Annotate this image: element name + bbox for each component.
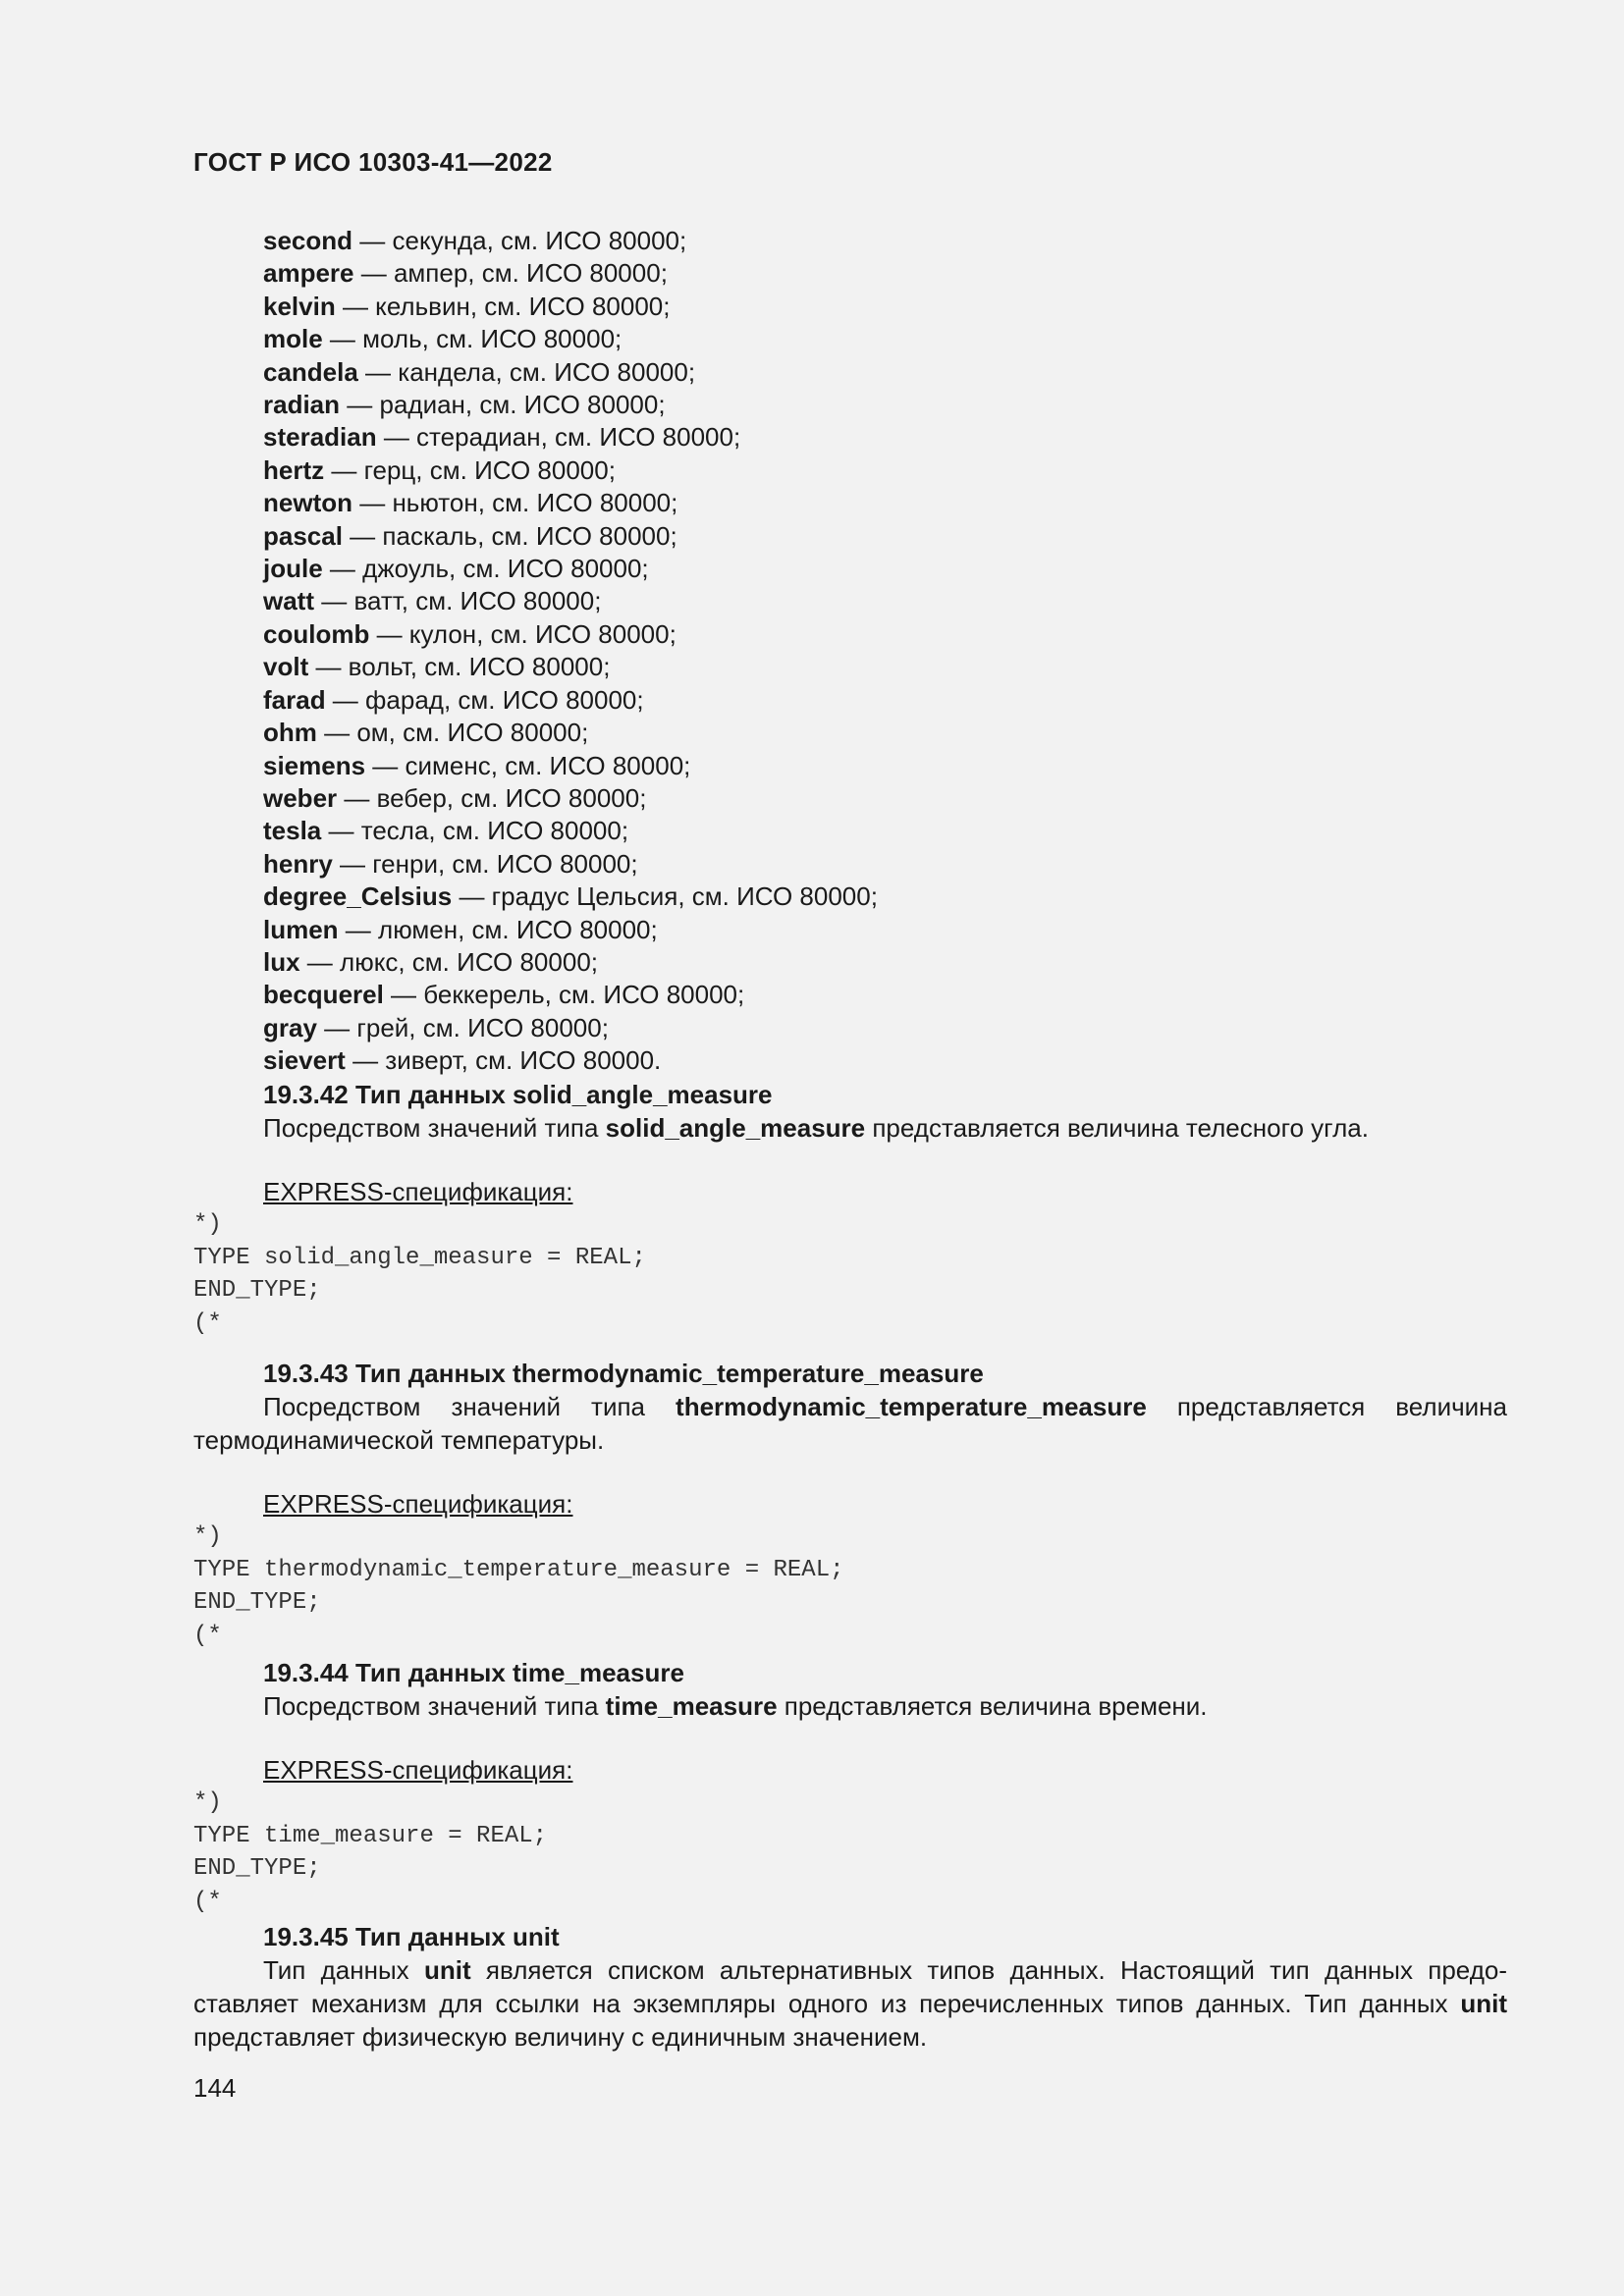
unit-name: mole bbox=[263, 324, 323, 354]
unit-name: steradian bbox=[263, 422, 377, 453]
unit-item bbox=[263, 717, 878, 749]
unit-name: ohm bbox=[263, 718, 317, 748]
code-line: (* bbox=[193, 1622, 222, 1649]
si-unit-list bbox=[263, 225, 878, 1078]
unit-description: — ом, см. ИСО 80000; bbox=[316, 718, 589, 748]
type-name: solid_angle_measure bbox=[605, 1113, 866, 1143]
type-name: unit bbox=[1460, 1989, 1507, 2018]
page-number: 144 bbox=[193, 2073, 237, 2103]
paragraph-text: представляется величина телесного угла. bbox=[865, 1113, 1369, 1143]
unit-name: hertz bbox=[263, 454, 325, 485]
paragraph-text: Тип данных bbox=[263, 1955, 424, 1985]
unit-description: — люкс, см. ИСО 80000; bbox=[299, 946, 598, 977]
code-line: (* bbox=[193, 1309, 222, 1337]
unit-item bbox=[263, 848, 878, 881]
unit-description: — радиан, см. ИСО 80000; bbox=[340, 390, 666, 420]
unit-item bbox=[263, 291, 878, 323]
unit-description: — градус Цельсия, см. ИСО 80000; bbox=[452, 881, 878, 912]
unit-name: degree_Celsius bbox=[263, 881, 453, 912]
unit-item bbox=[263, 914, 878, 946]
unit-name: radian bbox=[263, 390, 341, 420]
unit-item bbox=[263, 487, 878, 519]
unit-description: — люмен, см. ИСО 80000; bbox=[338, 914, 658, 944]
unit-name: sievert bbox=[263, 1045, 346, 1076]
unit-name: newton bbox=[263, 488, 352, 518]
unit-name: lumen bbox=[263, 914, 339, 944]
code-line: END_TYPE; bbox=[193, 1589, 321, 1616]
section-paragraph bbox=[193, 1111, 1507, 1145]
unit-item bbox=[263, 618, 878, 651]
unit-item bbox=[263, 421, 878, 454]
type-name: time_measure bbox=[605, 1691, 778, 1721]
section-paragraph bbox=[193, 1689, 1507, 1723]
code-line: TYPE thermodynamic_temperature_measure = REAL; bbox=[193, 1556, 844, 1583]
paragraph-text: Посредством значений типа bbox=[263, 1113, 606, 1143]
unit-description: — ньютон, см. ИСО 80000; bbox=[352, 488, 678, 518]
section-heading: 19.3.42 Тип данных solid_angle_measure bbox=[263, 1080, 773, 1109]
paragraph-text: представляется величина термодинамической температуры. bbox=[193, 1392, 1507, 1455]
unit-item bbox=[263, 585, 878, 617]
section-19-3-45 bbox=[193, 1920, 1507, 2054]
unit-item bbox=[263, 946, 878, 979]
unit-item bbox=[263, 881, 878, 913]
unit-name: candela bbox=[263, 356, 358, 387]
unit-item bbox=[263, 979, 878, 1011]
unit-name: gray bbox=[263, 1012, 317, 1042]
section-heading: 19.3.45 Тип данных unit bbox=[263, 1922, 560, 1951]
unit-name: farad bbox=[263, 684, 326, 715]
unit-item bbox=[263, 1044, 878, 1077]
unit-item bbox=[263, 1012, 878, 1044]
code-line: END_TYPE; bbox=[193, 1855, 321, 1882]
section-heading: 19.3.43 Тип данных thermodynamic_temperature_measure bbox=[263, 1359, 984, 1388]
unit-item bbox=[263, 257, 878, 290]
express-spec-label: EXPRESS-спецификация: bbox=[263, 1489, 573, 1519]
section-heading: 19.3.44 Тип данных time_measure bbox=[263, 1658, 684, 1687]
paragraph-text: Посредством значений типа bbox=[263, 1392, 677, 1421]
code-line: END_TYPE; bbox=[193, 1277, 321, 1304]
unit-name: tesla bbox=[263, 816, 322, 846]
express-spec-label: EXPRESS-спецификация: bbox=[263, 1177, 573, 1206]
unit-name: lux bbox=[263, 946, 300, 977]
express-spec-label: EXPRESS-спецификация: bbox=[263, 1755, 573, 1785]
unit-name: coulomb bbox=[263, 618, 370, 649]
unit-description: — вольт, см. ИСО 80000; bbox=[308, 652, 611, 682]
code-line: *) bbox=[193, 1789, 222, 1816]
code-line: TYPE time_measure = REAL; bbox=[193, 1822, 548, 1849]
unit-name: second bbox=[263, 226, 353, 255]
unit-item bbox=[263, 684, 878, 717]
unit-name: kelvin bbox=[263, 291, 336, 321]
unit-description: — кулон, см. ИСО 80000; bbox=[369, 618, 677, 649]
type-name: thermodynamic_temperature_measure bbox=[676, 1392, 1147, 1421]
unit-name: watt bbox=[263, 586, 314, 616]
unit-name: pascal bbox=[263, 520, 343, 551]
paragraph-text: представляется величина времени. bbox=[777, 1691, 1208, 1721]
unit-description: — грей, см. ИСО 80000; bbox=[316, 1012, 609, 1042]
unit-description: — сименс, см. ИСО 80000; bbox=[365, 750, 691, 780]
section-19-3-44 bbox=[193, 1656, 1507, 1918]
unit-name: weber bbox=[263, 782, 338, 813]
type-name: unit bbox=[423, 1955, 471, 1985]
unit-item bbox=[263, 651, 878, 683]
unit-item bbox=[263, 389, 878, 421]
unit-description: — джоуль, см. ИСО 80000; bbox=[322, 554, 649, 584]
paragraph-text: Посредством значений типа bbox=[263, 1691, 606, 1721]
unit-description: — моль, см. ИСО 80000; bbox=[322, 324, 623, 354]
unit-name: becquerel bbox=[263, 980, 384, 1010]
document-header-title: ГОСТ Р ИСО 10303-41—2022 bbox=[193, 147, 553, 177]
unit-name: joule bbox=[263, 554, 323, 584]
unit-name: ampere bbox=[263, 258, 354, 289]
unit-item bbox=[263, 520, 878, 553]
code-line: TYPE solid_angle_measure = REAL; bbox=[193, 1244, 646, 1271]
unit-description: — стерадиан, см. ИСО 80000; bbox=[376, 422, 741, 453]
unit-description: — фарад, см. ИСО 80000; bbox=[325, 684, 644, 715]
unit-description: — паскаль, см. ИСО 80000; bbox=[342, 520, 677, 551]
unit-item bbox=[263, 323, 878, 355]
unit-description: — секунда, см. ИСО 80000; bbox=[352, 226, 687, 255]
unit-description: — вебер, см. ИСО 80000; bbox=[337, 782, 647, 813]
unit-item bbox=[263, 225, 878, 257]
unit-description: — герц, см. ИСО 80000; bbox=[324, 454, 616, 485]
unit-description: — ватт, см. ИСО 80000; bbox=[314, 586, 602, 616]
section-paragraph bbox=[193, 1390, 1507, 1457]
unit-description: — кандела, см. ИСО 80000; bbox=[357, 356, 696, 387]
unit-description: — генри, см. ИСО 80000; bbox=[332, 848, 638, 879]
unit-description: — тесла, см. ИСО 80000; bbox=[321, 816, 629, 846]
unit-item bbox=[263, 454, 878, 487]
paragraph-text: является списком альтернативных типов данных. Настоящий тип данных предоставляет механизм для ссылки на экземпляры одного из перечисленных типов данных. Тип данных bbox=[193, 1955, 1507, 2018]
section-19-3-43 bbox=[193, 1357, 1507, 1652]
unit-name: siemens bbox=[263, 750, 366, 780]
unit-item bbox=[263, 356, 878, 389]
code-line: (* bbox=[193, 1888, 222, 1915]
unit-name: volt bbox=[263, 652, 309, 682]
unit-item bbox=[263, 815, 878, 847]
code-line: *) bbox=[193, 1211, 222, 1238]
unit-description: — зиверт, см. ИСО 80000. bbox=[345, 1045, 662, 1076]
unit-description: — кельвин, см. ИСО 80000; bbox=[335, 291, 671, 321]
unit-description: — беккерель, см. ИСО 80000; bbox=[383, 980, 745, 1010]
unit-item bbox=[263, 750, 878, 782]
unit-name: henry bbox=[263, 848, 333, 879]
section-paragraph bbox=[193, 1953, 1507, 2054]
unit-item bbox=[263, 782, 878, 815]
code-line: *) bbox=[193, 1523, 222, 1550]
section-19-3-42 bbox=[193, 1078, 1507, 1340]
unit-description: — ампер, см. ИСО 80000; bbox=[353, 258, 668, 289]
unit-item bbox=[263, 553, 878, 585]
paragraph-text: представляет физическую величину с единичным значением. bbox=[193, 2022, 928, 2052]
